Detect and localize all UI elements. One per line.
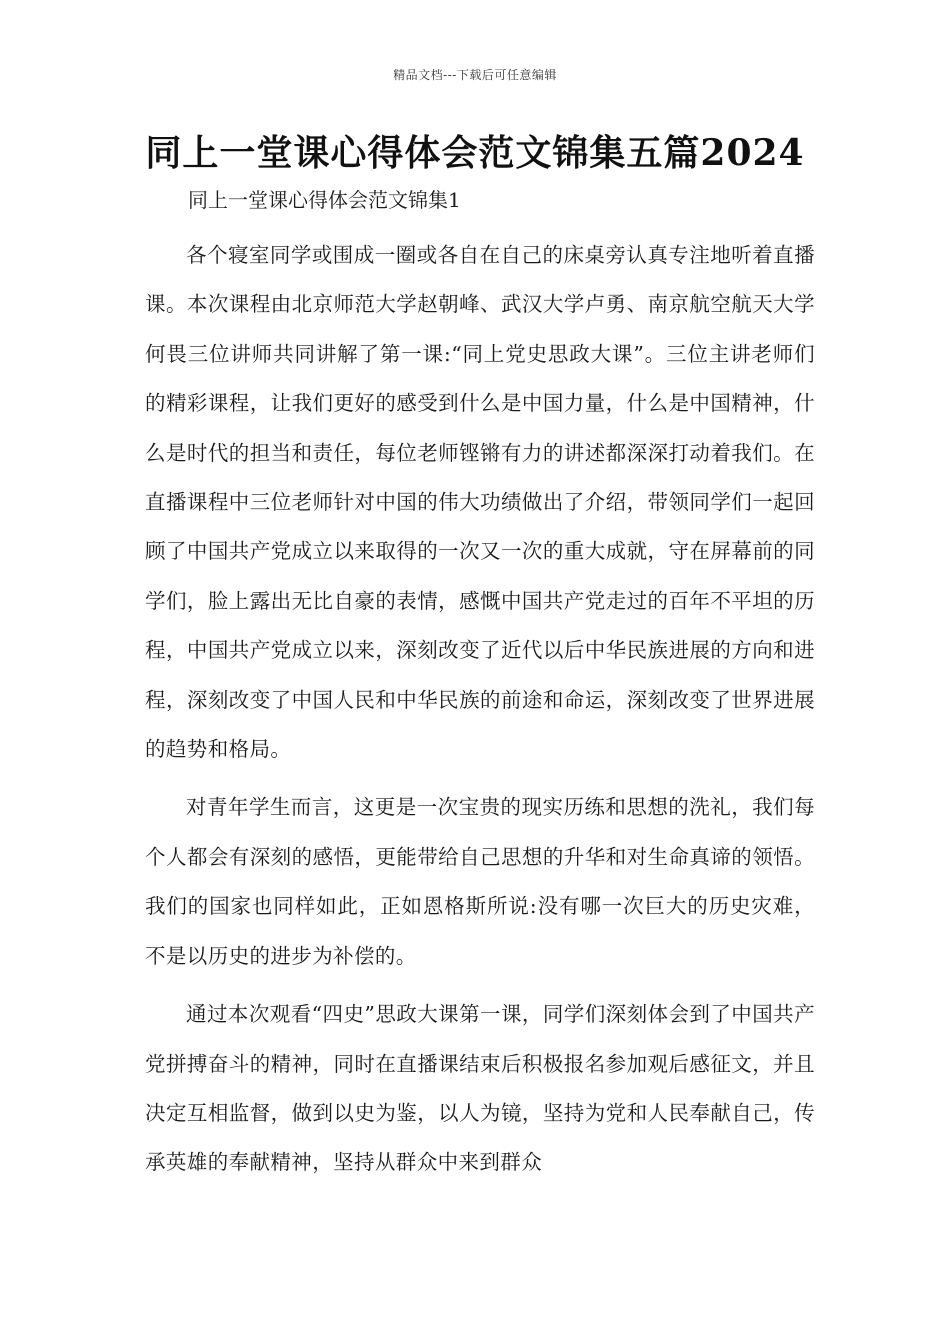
document-title: 同上一堂课心得体会范文锦集五篇2024 [145,132,805,174]
paragraph-3: 通过本次观看“四史”思政大课第一课，同学们深刻体会到了中国共产党拼搏奋斗的精神，同时在直播课结束后积极报名参加观后感征文，并且决定互相监督，做到以史为鉴，以人为镜，坚持为党和人民奉献自己，传承英雄的奉献精神，坚持从群众中来到群众 [145,1002,815,1175]
paragraph-1: 各个寝室同学或围成一圈或各自在自己的床桌旁认真专注地听着直播课。本次课程由北京师范大学赵朝峰、武汉大学卢勇、南京航空航天大学何畏三位讲师共同讲解了第一课:“同上党史思政大课”。三位主讲老师们的精彩课程，让我们更好的感受到什么是中国力量，什么是中国精神，什么是时代的担当和责任，每位老师铿锵有力的讲述都深深打动着我们。在直播课程中三位老师针对中国的伟大功绩做出了介绍，带领同学们一起回顾了中国共产党成立以来取得的一次又一次的重大成就，守在屏幕前的同学们，脸上露出无比自豪的表情，感慨中国共产党走过的百年不平坦的历程，中国共产党成立以来，深刻改变了近代以后中华民族进展的方向和进程，深刻改变了中国人民和中华民族的前途和命运，深刻改变了世界进展的趋势和格局。 [145,243,815,762]
section-subtitle: 同上一堂课心得体会范文锦集1 [188,188,461,212]
paragraph-2: 对青年学生而言，这更是一次宝贵的现实历练和思想的洗礼，我们每个人都会有深刻的感悟，更能带给自己思想的升华和对生命真谛的领悟。我们的国家也同样如此，正如恩格斯所说:没有哪一次巨大的历史灾难，不是以历史的进步为补偿的。 [145,795,815,968]
body-text [145,231,815,1197]
header-note: 精品文档---下载后可任意编辑 [393,68,557,82]
